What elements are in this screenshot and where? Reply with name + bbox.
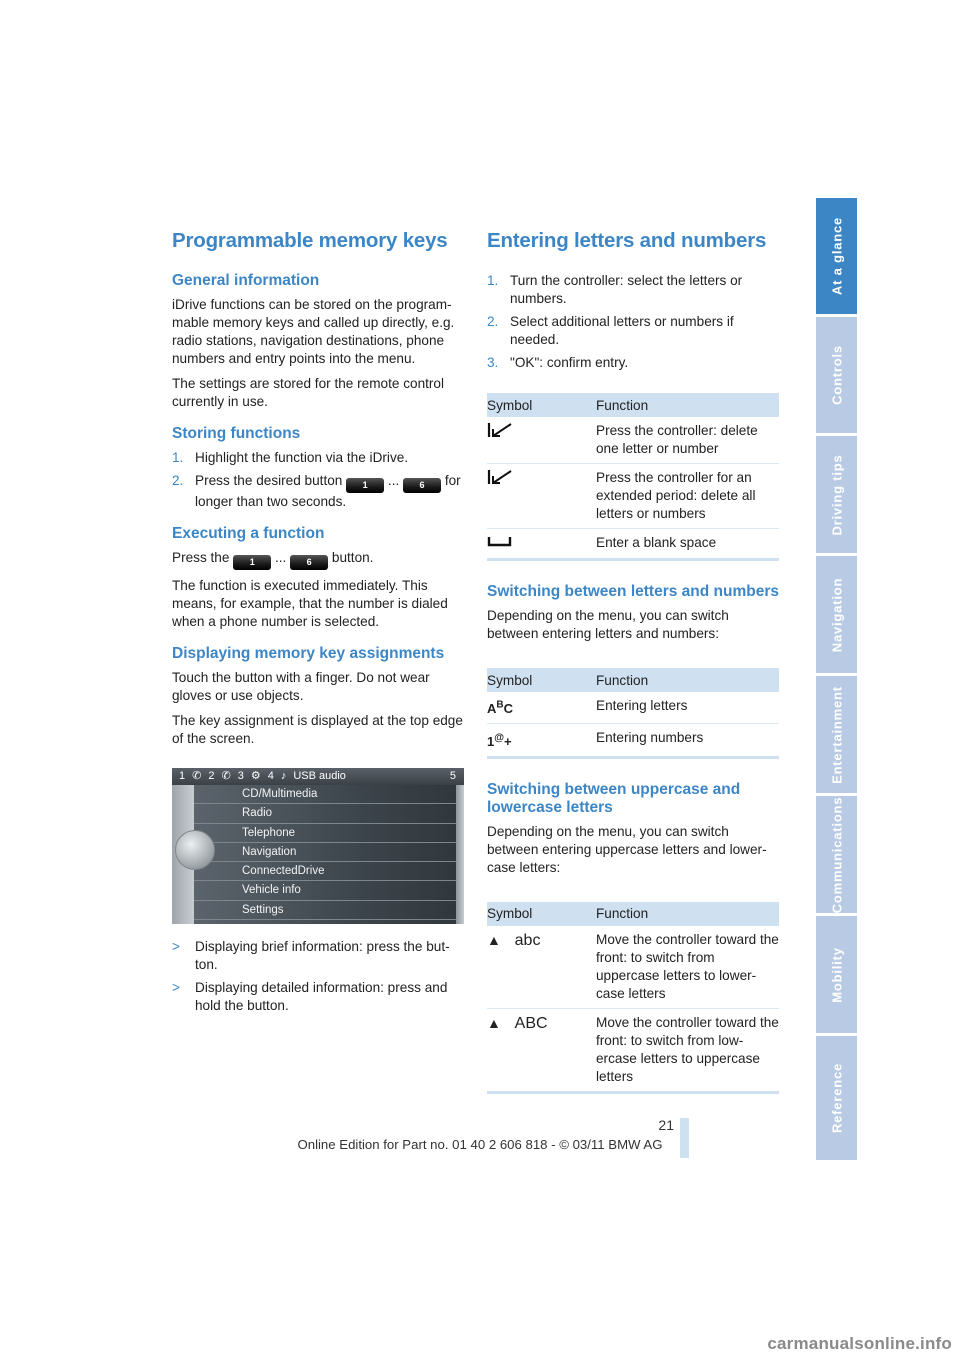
table-header-row: Symbol Function (487, 668, 779, 692)
tab-communications[interactable]: Communications (816, 796, 857, 913)
table-row: $A^BC$ Entering letters (487, 692, 779, 724)
phone-icon: ✆ (192, 770, 202, 782)
tab-navigation[interactable]: Navigation (816, 556, 857, 673)
menu-item-telephone: Telephone (194, 824, 456, 843)
memory-key-assignment-bar: 1 ✆ 2 ✆ 3 ⚙ 4 ♪ USB audio 5 (172, 768, 464, 785)
menu-item-cd-multimedia: CD/Multimedia (194, 785, 456, 804)
list-item: 1. Turn the controller: select the letters or numbers. (487, 273, 743, 306)
list-item: 2. Select additional letters or numbers if needed. (487, 314, 734, 347)
list-item: 3. "OK": confirm entry. (487, 355, 629, 370)
displaying-paragraph-2: The key assignment is displayed at the top edge of the screen. (172, 713, 463, 746)
executing-heading: Executing a function (172, 525, 325, 542)
switch-case-paragraph: Depending on the menu, you can switch between entering uppercase letters and lowercase letters: (487, 823, 767, 875)
menu-item-vehicle-info: Vehicle info (194, 881, 456, 900)
table-header-row: Symbol Function (487, 902, 779, 926)
executing-paragraph-2: The function is executed immediately. This means, for example, that the number is dialed when a phone number is selected. (172, 578, 448, 629)
symbol-table-editing (487, 393, 779, 561)
general-heading: General information (172, 272, 320, 289)
general-paragraph-2: The settings are stored for the remote control currently in use. (172, 376, 445, 409)
switch-letters-numbers-paragraph: Depending on the menu, you can switch between entering letters and numbers: (487, 608, 729, 641)
lowercase-mode-icon: abc (514, 931, 541, 949)
idrive-screen-image (172, 768, 464, 924)
letters-mode-icon: $A^BC$ (487, 700, 514, 717)
memory-key-6-icon: 6 (290, 555, 328, 570)
controller-knob-icon (175, 830, 215, 870)
table-row: ▲ ABC Move the controller toward the front: to switch from lowercase letters to uppercase letters (487, 1008, 779, 1092)
tab-entertainment[interactable]: Entertainment (816, 676, 857, 793)
memory-key-6-icon: 6 (403, 478, 441, 493)
table-row: Enter a blank space (487, 529, 779, 560)
blank-space-icon (487, 534, 513, 548)
general-paragraph-1: iDrive functions can be stored on the programmable memory keys and called up directly, e.g. radio stations, navigation destinations, phone numbers and entry points into the menu. (172, 297, 455, 366)
display-bullets (172, 938, 464, 1015)
tab-driving-tips[interactable]: Driving tips (816, 436, 857, 553)
memory-key-1-icon: 1 (233, 555, 271, 570)
list-item: > Displaying detailed information: press and hold the button. (172, 980, 448, 1013)
switch-case-heading: Switching between uppercase and lowercase letters (487, 780, 741, 816)
table-row: Press the controller: delete one letter or number (487, 417, 779, 464)
delete-one-icon (487, 422, 513, 438)
executing-paragraph-1: Press the 1 ... 6 button. (172, 549, 464, 570)
table-row: Press the controller for an extended period: delete all letters or numbers (487, 464, 779, 529)
memory-key-1-icon: 1 (346, 478, 384, 493)
table-row: 1@+ Entering numbers (487, 724, 779, 757)
list-item: 2. Press the desired button 1 ... 6 for longer than two seconds. (172, 473, 461, 509)
menu-item-connecteddrive: ConnectedDrive (194, 862, 456, 881)
phone-icon: ✆ (221, 770, 231, 782)
watermark: carmanualsonline.info (767, 1334, 952, 1353)
section-title: Entering letters and numbers (487, 229, 767, 252)
switch-letters-numbers-heading: Switching between letters and numbers (487, 583, 779, 600)
list-item: > Displaying brief information: press the button. (172, 939, 450, 972)
table-row: ▲ abc Move the controller toward the front: to switch from uppercase letters to lowercase letters (487, 926, 779, 1009)
menu-item-settings: Settings (194, 901, 456, 920)
symbol-table-modes (487, 668, 779, 759)
numbers-mode-icon: 1@+ (487, 732, 512, 749)
page-number: 21 (658, 1117, 674, 1133)
right-column (487, 226, 779, 1094)
menu-item-radio: Radio (194, 804, 456, 823)
tab-mobility[interactable]: Mobility (816, 916, 857, 1033)
storing-heading: Storing functions (172, 425, 301, 442)
triangle-up-icon: ▲ (487, 931, 501, 948)
gear-icon: ⚙ (250, 770, 261, 782)
menu-item-navigation: Navigation (194, 843, 456, 862)
symbol-table-case (487, 902, 779, 1094)
section-title: Programmable memory keys (172, 229, 448, 252)
tab-reference[interactable]: Reference (816, 1036, 857, 1160)
storing-steps (172, 449, 464, 511)
triangle-up-icon: ▲ (487, 1014, 501, 1031)
entry-steps (487, 272, 779, 372)
music-note-icon: ♪ (280, 770, 287, 782)
displaying-paragraph-1: Touch the button with a finger. Do not wear gloves or use objects. (172, 670, 430, 703)
left-column (172, 226, 464, 1020)
displaying-heading: Displaying memory key assignments (172, 645, 445, 662)
tab-at-a-glance[interactable]: At a glance (816, 198, 857, 314)
table-header-row: Symbol Function (487, 393, 779, 417)
screen-main-menu (194, 785, 456, 924)
list-item: 1. Highlight the function via the iDrive. (172, 450, 409, 465)
tab-controls[interactable]: Controls (816, 317, 857, 433)
delete-all-icon (487, 469, 513, 485)
footer-text: Online Edition for Part no. 01 40 2 606 818 - © 03/11 BMW AG (297, 1137, 663, 1152)
uppercase-mode-icon: ABC (514, 1014, 548, 1032)
